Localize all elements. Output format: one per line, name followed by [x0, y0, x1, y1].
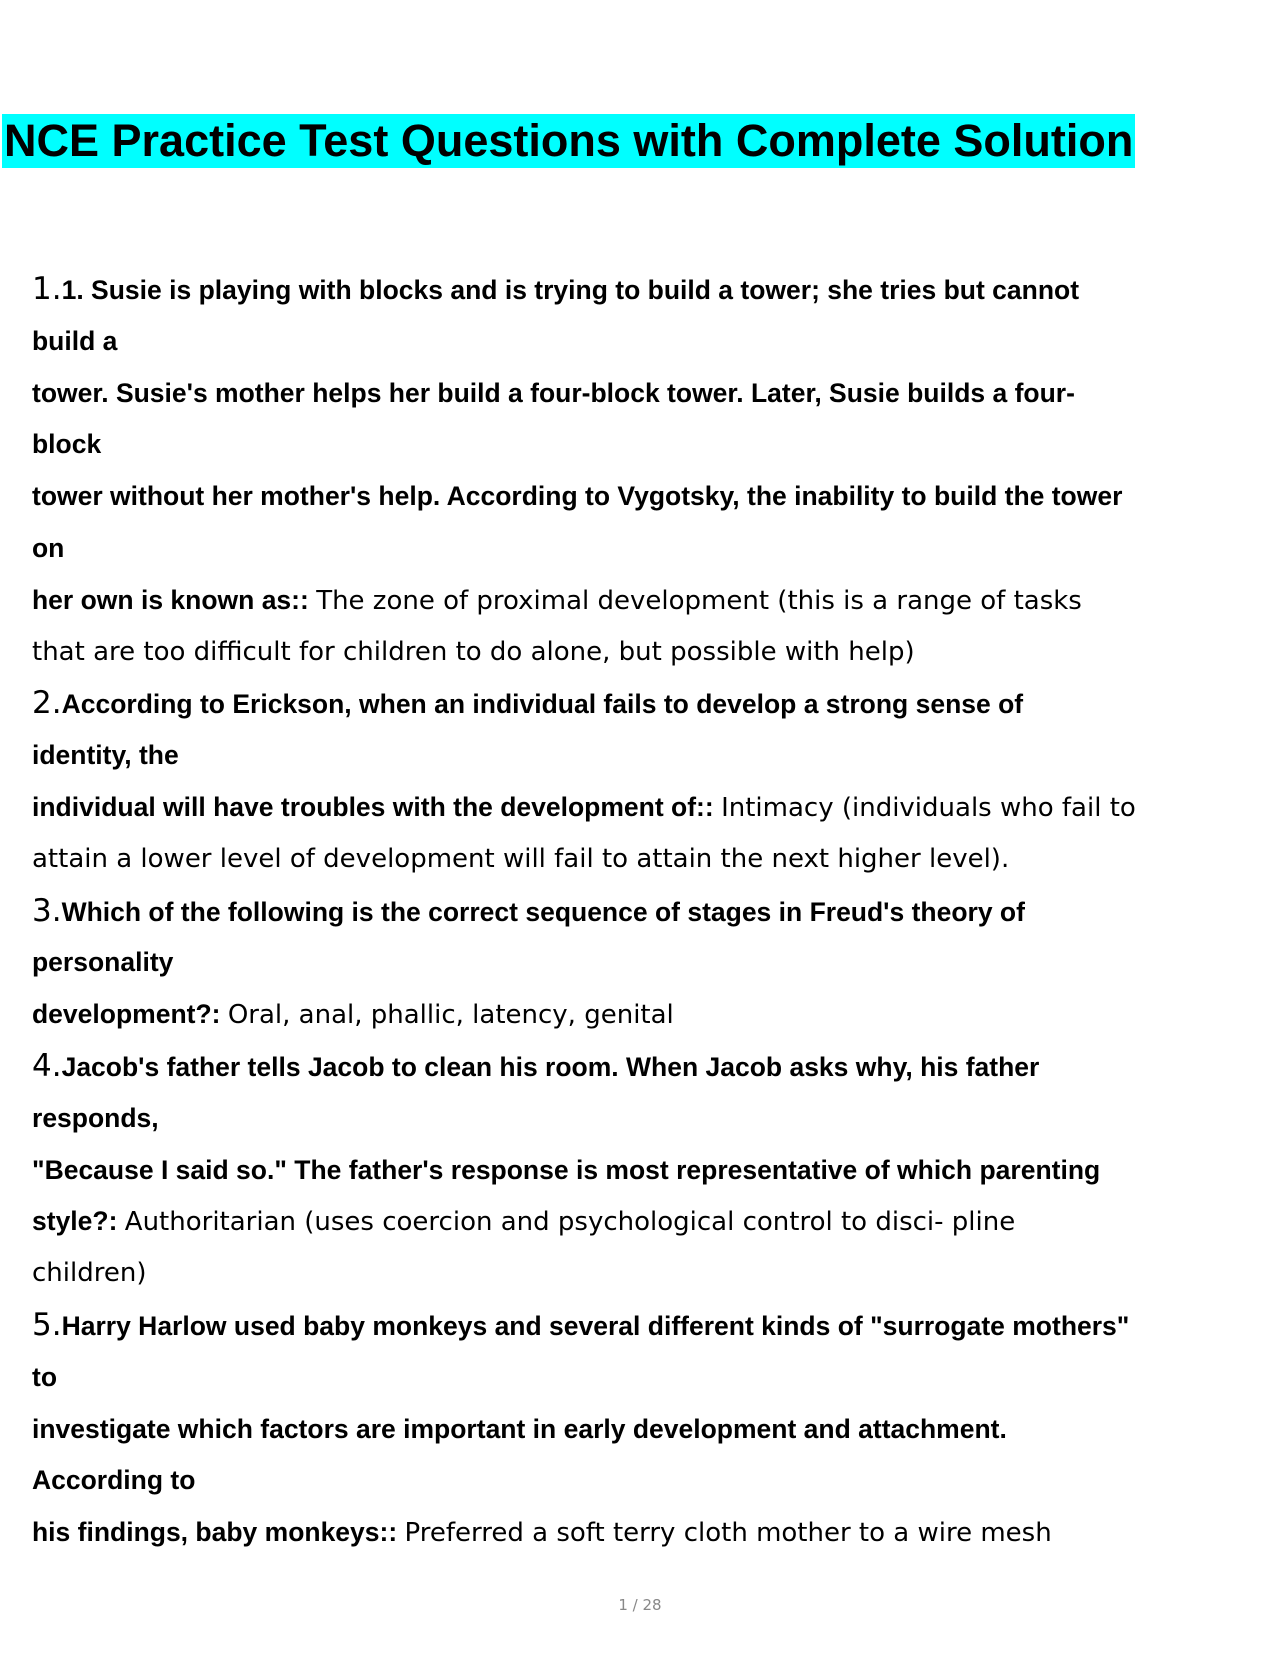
question-text: Jacob's father tells Jacob to clean his room. When Jacob asks why, his father: [61, 1051, 1040, 1082]
question-text: style?:: [32, 1206, 125, 1237]
question-text: her own is known as::: [32, 584, 317, 615]
question-text: "Because I said so." The father's response is most representative of which parenting: [32, 1154, 1101, 1185]
answer-text: attain a lower level of development will fail to attain the next higher level).: [32, 843, 1010, 874]
question-text: block: [32, 429, 102, 460]
question-line: [32, 1300, 1262, 1352]
question-text: Harry Harlow used baby monkeys and several different kinds of "surrogate mothers": [61, 1310, 1130, 1341]
question-text: individual will have troubles with the development of::: [32, 791, 722, 822]
question-list: [32, 264, 1262, 1559]
question-line: [32, 678, 1262, 730]
question-text: development?:: [32, 999, 228, 1030]
question-text: responds,: [32, 1102, 159, 1133]
question-line: [32, 316, 1262, 368]
question-line: [32, 937, 1262, 989]
question-text: his findings, baby monkeys::: [32, 1517, 405, 1548]
question-text: personality: [32, 947, 174, 978]
question-number: 4.: [32, 1047, 62, 1084]
question-line: [32, 886, 1262, 938]
question-number: 3.: [32, 892, 62, 929]
answer-text: Intimacy (individuals who fail to: [721, 792, 1136, 823]
question-line: [32, 1352, 1262, 1404]
question-line: [32, 1404, 1262, 1456]
question-line: [32, 1507, 1262, 1559]
question-number: 1.: [32, 271, 62, 307]
question-line: [32, 419, 1262, 471]
answer-text: that are too difficult for children to do alone, but possible with help): [32, 636, 915, 667]
question-text: 1. Susie is playing with blocks and is trying to build a tower; she tries but cannot: [61, 275, 1080, 305]
question-text: on: [32, 532, 65, 563]
question-text: tower. Susie's mother helps her build a four-block tower. Later, Susie builds a four-: [32, 377, 1075, 408]
question-line: [32, 1248, 1262, 1300]
document-title: NCE Practice Test Questions with Complete Solution: [4, 115, 1134, 166]
question-text: identity, the: [32, 740, 179, 771]
answer-text: Preferred a soft terry cloth mother to a wire mesh: [404, 1518, 1052, 1549]
question-line: [32, 264, 1262, 316]
question-line: [32, 834, 1262, 886]
question-text: to: [32, 1361, 58, 1392]
question-line: [32, 1455, 1262, 1507]
question-text: investigate which factors are important in early development and attachment.: [32, 1413, 1007, 1444]
question-text: build a: [32, 325, 118, 356]
answer-text: Oral, anal, phallic, latency, genital: [227, 1000, 674, 1031]
question-line: [32, 627, 1262, 679]
page-indicator: 1 / 28: [618, 1596, 662, 1614]
question-line: [32, 523, 1262, 575]
question-text: Which of the following is the correct sequence of stages in Freud's theory of: [61, 896, 1025, 927]
question-number: 5.: [32, 1306, 62, 1343]
question-line: [32, 1145, 1262, 1197]
question-line: [32, 730, 1262, 782]
question-text: According to Erickson, when an individual fails to develop a strong sense of: [61, 689, 1024, 720]
question-number: 2.: [32, 685, 62, 722]
question-line: [32, 575, 1262, 627]
question-line: [32, 989, 1262, 1041]
question-line: [32, 1196, 1262, 1248]
question-line: [32, 782, 1262, 834]
question-text: According to: [32, 1465, 196, 1496]
question-text: tower without her mother's help. According to Vygotsky, the inability to build the tower: [32, 481, 1123, 512]
answer-text: Authoritarian (uses coercion and psychological control to disci- pline: [124, 1207, 1016, 1238]
question-line: [32, 1093, 1262, 1145]
answer-text: The zone of proximal development (this is a range of tasks: [316, 585, 1082, 616]
answer-text: children): [32, 1258, 147, 1289]
question-line: [32, 471, 1262, 523]
question-line: [32, 1041, 1262, 1093]
question-line: [32, 368, 1262, 420]
